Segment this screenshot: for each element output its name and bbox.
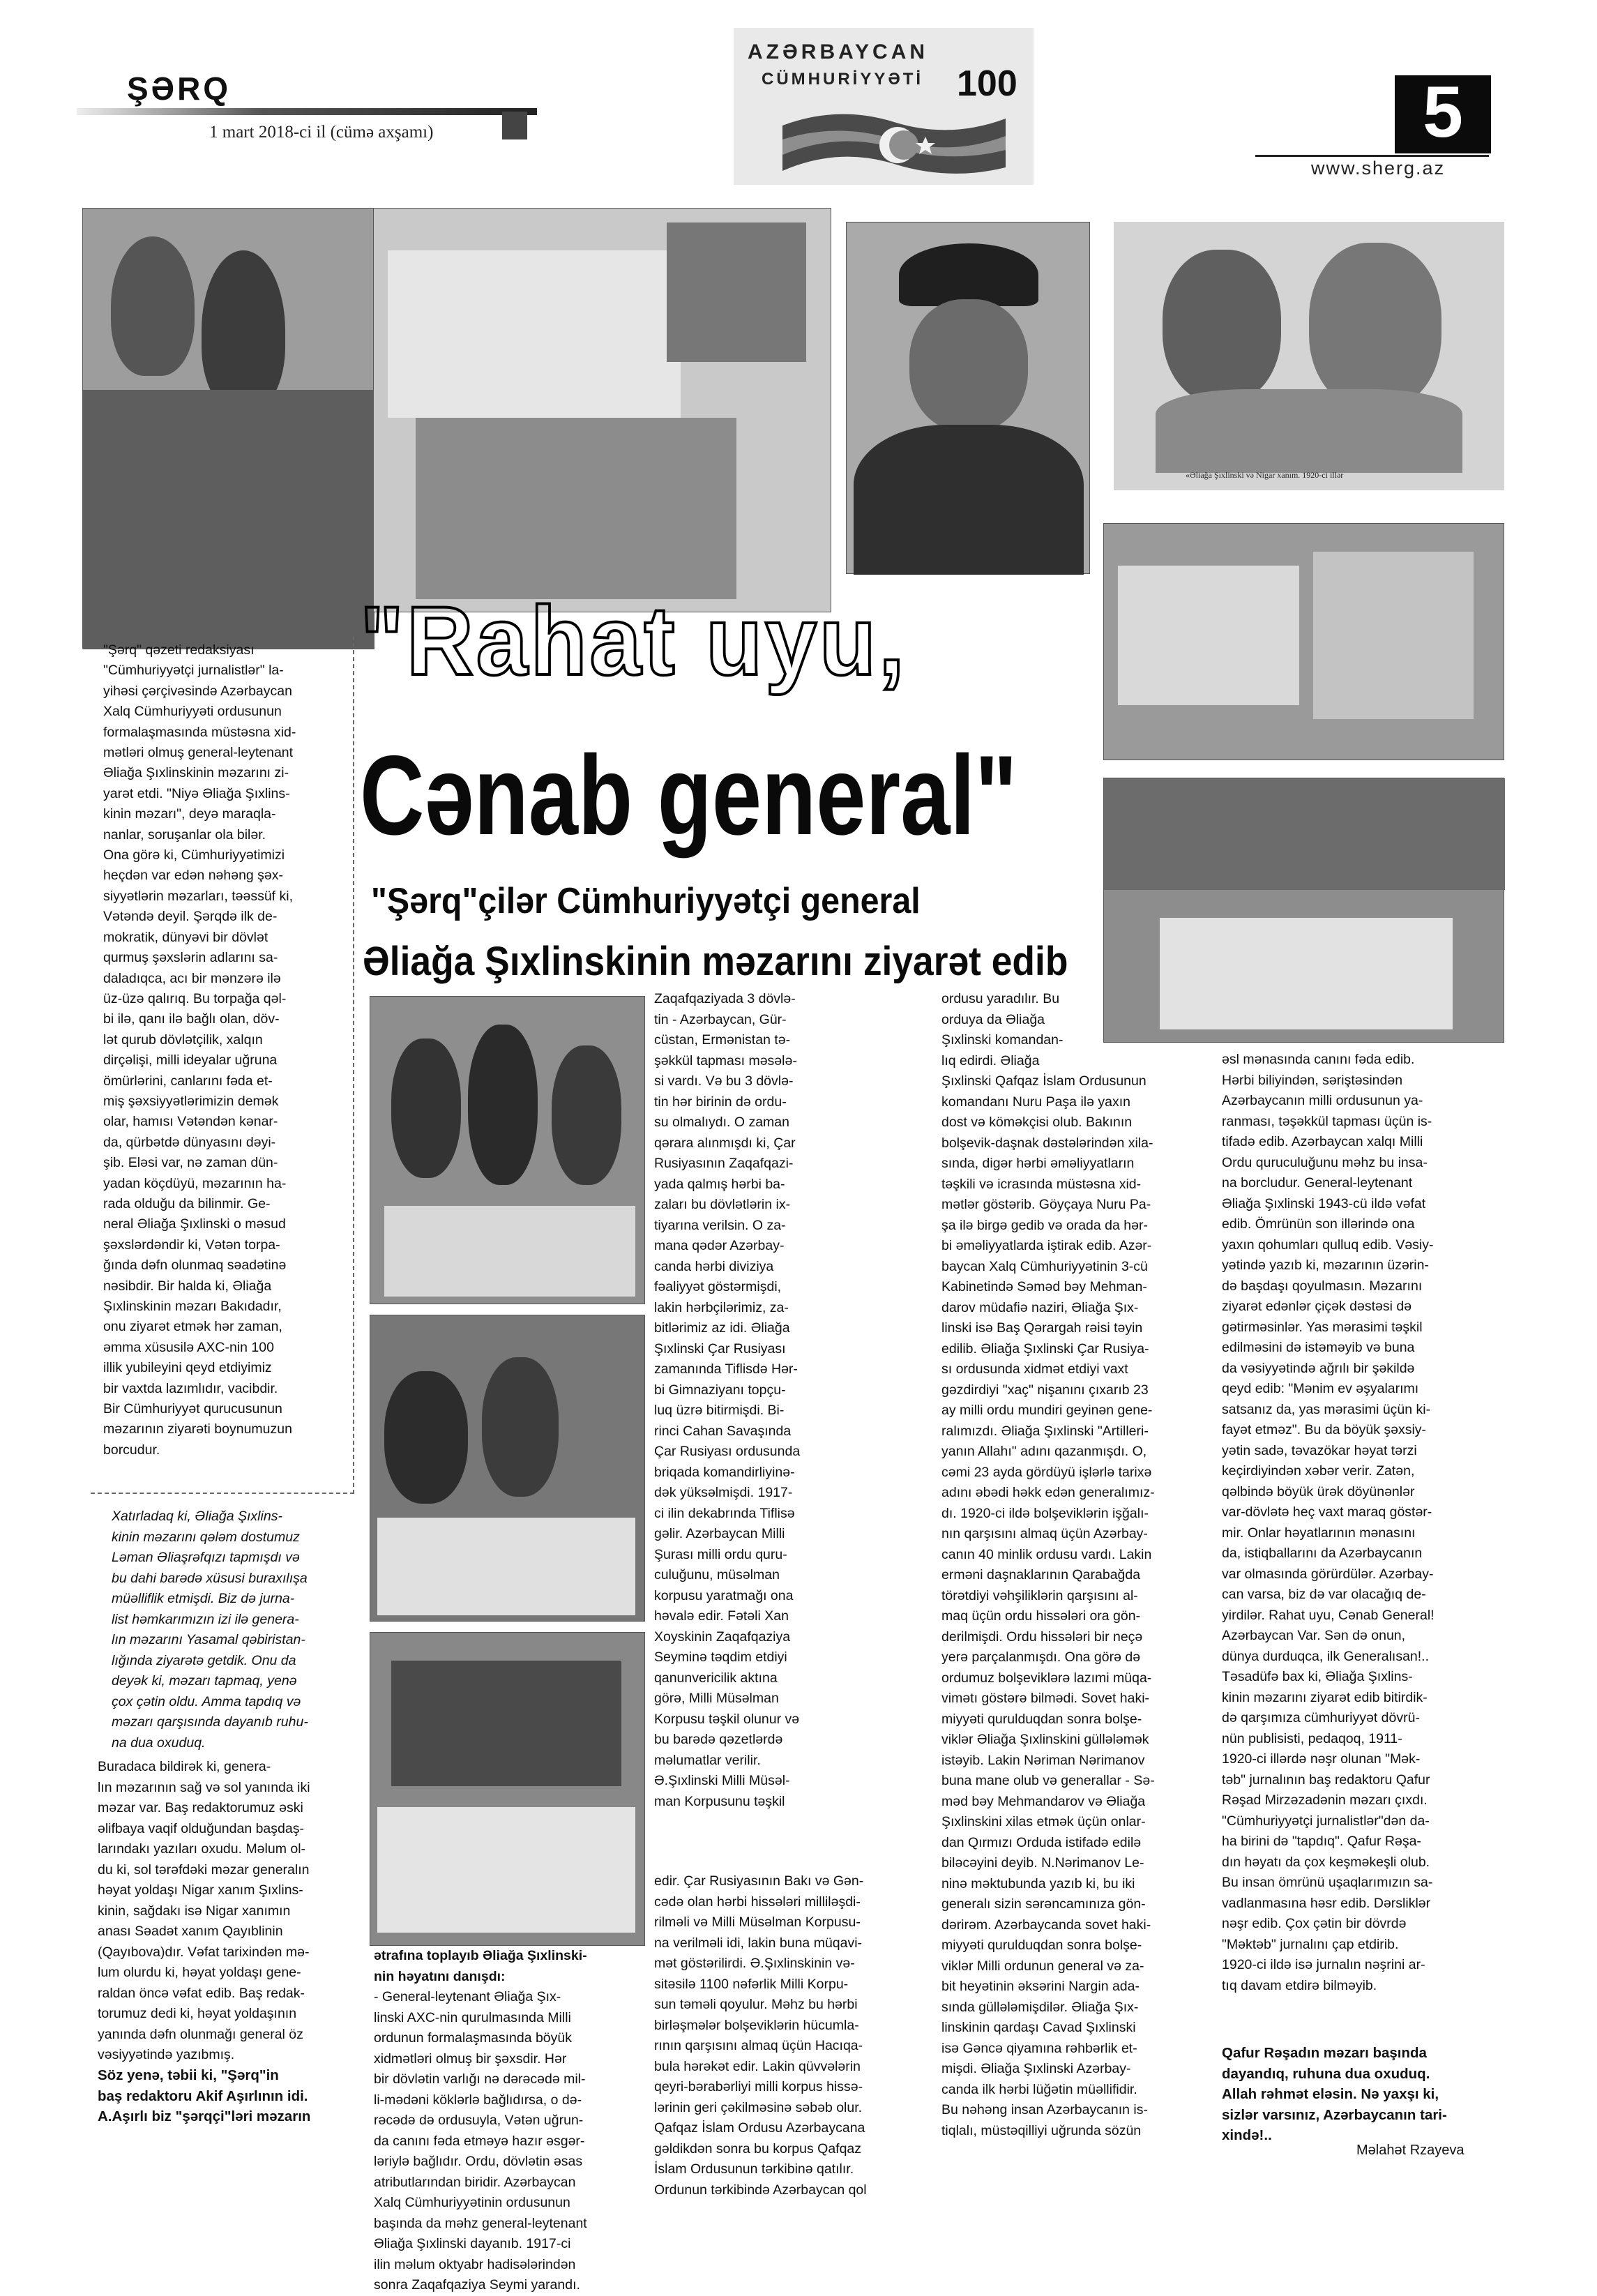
col2-bold-paragraph: ətrafına toplayıb Əliağa Şıxlinski- nin həyatını danışdı: <box>374 1948 587 1984</box>
col2-paragraph: - General-leytenant Əliağa Şıx- linski AXC-nin qurulmasında Milli ordunun formalaşmasında böyük xidmətləri olmuş bir şəxsdir. Hər bir dövlətin varlığı nə dərəcədə mil- li-mədəni köklərlə bağlıdırsa, o də- rəcədə də ordusuyla, Vətən uğrun- da canını fəda etməyə hazır əsgər- ləriylə bağlıdır. Ordu, dövlətin əsas atributlarından biridir. Azərbaycan Xalq Cümhuriyyətinin ordusunun başında da məhz general-leytenant Əliağa Şıxlinski dayanıb. 1917-ci ilin məlum oktyabr hadisələrindən sonra Zaqafqaziya Seymi yarandı. <box>374 1989 587 2293</box>
col3-bottom-paragraph: edir. Çar Rusiyasının Bakı və Gən- cədə olan hərbi hissələri milliləşdi- rilməli və Milli Müsəlman Korpusu- na verilməli idi, lakin buna müqavi- mət göstərilirdi. Ə.Şıxlinskinin və- sitəsilə 1100 nəfərlik Milli Korpu- sun təməli qoyulur. Məhz bu hərbi birləşmələr bolşeviklərin hücumla- rının qarşısını almaq üçün Hacıqa- bula hərəkət edir. Lakin qüvvələrin qeyri-bərabərliyi milli korpus hissə- lərinin geri çəkilməsinə səbəb olur. Qafqaz İslam Ordusu Azərbaycana gəldikdən sonra bu korpus Qafqaz İslam Ordusunun tərkibinə qatılır. Ordunun tərkibində Azərbaycan qol <box>654 1873 867 2198</box>
badge-line2: CÜMHURİYYƏTİ <box>762 70 924 89</box>
photo-visitors-2 <box>370 1315 645 1622</box>
col4-paragraph: ordusu yaradılır. Bu orduya da Əliağa Şıxlinski komandan- lıq edirdi. Əliağa Şıxlinski Qafqaz İslam Ordusunun komandanı Nuru Paşa ilə yaxın dost və köməkçisi olub. Bakının bolşevik-daşnak dəstələrindən xila- sında, digər hərbi əməliyyatların təşkili və icrasında müstəsna xid- mətlər göstərib. Göyçaya Nuru Pa- şa ilə birgə gedib və orada da hər- bi əməliyyatlarda iştirak edib. Azər- baycan Xalq Cümhuriyyətinin 3-cü Kabinetində Səməd bəy Mehman- darov müdafiə naziri, Əliağa Şıx- linski isə Baş Qərargah rəisi təyin edilib. Əliağa Şıxlinski Çar Rusiya- sı ordusunda xidmət etdiyi vaxt gəzdirdiyi "xaç" nişanını çıxarıb 23 ay milli ordu mundiri geyinən gene- ralımızdı. Əliağa Şıxlinski "Artilleri- yanın Allahı" adını qazanmışdı. O, cəmi 23 ayda gördüyü işlərlə tarixə adını əbədi həkk edən generalımız- dı. 1920-ci ildə bolşeviklərin işğalı- nın qarşısını almaq üçün Azərbay- canın 40 minlik ordusu vardı. Lakin erməni daşnaklarının Qarabağda törətdiyi vəhşiliklərin qarşısını al- maq üçün ordu hissələri ora gön- derilmişdi. Ordu hissələri bir neçə yerə parçalanmışdı. Ona görə də ordumuz bolşeviklərə lazımi müqa- vimətı göstərə bilmədi. Sovet haki- miyyəti qurulduqdan sonra bolşe- viklər Əliağa Şıxlinskini güllələmək istəyib. Lakin Nəriman Nərimanov buna mane olub və generallar - Sə- məd bəy Mehmandarov və Əliağa Şıxlinskini xilas etmək üçün onlar- dan Qırmızı Orduda istifadə edilə biləcəyini deyib. N.Nərimanov Le- ninə məktubunda yazıb ki, bu iki generalı sizin sərəncamınıza gön- dərirəm. Azərbaycanda sovet haki- miyyəti qurulduqdan sonra bolşe- viklər Milli ordunun general və za- bit heyətinin əksərini Nargin ada- sında güllələmişdilər. Əliağa Şıx- linskinin qardaşı Cavad Şıxlinski isə Gəncə qiyamına rəhbərlik et- mişdi. Əliağa Şıxlinski Azərbay- canda ilk hərbi lüğətin müəllifidir. Bu nəhəng insan Azərbaycanın is- tiqlalı, müstəqilliyi uğrunda sözün <box>941 991 1155 2138</box>
issue-date: 1 mart 2018-ci il (cümə axşamı) <box>209 123 434 142</box>
photo-shikhlinski-and-nigar <box>1114 222 1504 490</box>
masthead-tab <box>502 112 527 139</box>
headline-subtitle-2: Əliağa Şıxlinskinin məzarını ziyarət edib <box>363 939 1068 984</box>
masthead-underline <box>77 108 537 115</box>
author-name: Məlahət Rzayeva <box>1356 2143 1464 2158</box>
page-number: 5 <box>1423 72 1463 153</box>
photo-general-portrait <box>846 222 1090 574</box>
flag-icon <box>782 105 1006 181</box>
centenary-badge <box>734 28 1034 185</box>
badge-number: 100 <box>957 63 1017 104</box>
photo-cemetery-graves <box>1103 523 1504 760</box>
photo-visitors-3 <box>370 1632 645 1946</box>
col5-paragraph: əsl mənasında canını fəda edib. Hərbi biliyindən, səriştəsindən Azərbaycanın milli ordusunun ya- ranması, təşəkkül tapması üçün is- tifadə edib. Azərbaycan xalqı Milli Ordu quruculuğunu məhz bu insa- na borcludur. General-leytenant Əliağa Şıxlinski 1943-cü ildə vəfat edib. Ömrünün son illərində ona yaxın qohumları qulluq edib. Vəsiy- yətində yazıb ki, məzarının üzərin- də başdaşı qoyulmasın. Məzarını ziyarət edənlər çiçək dəstəsi də gətirməsinlər. Yas mərasimi təşkil edilməsini də istəməyib və buna da vəsiyyətində ağrılı bir şəkildə qeyd edib: "Mənim ev əşyalarımı satsanız da, yas mərasimi üçün ki- fayət etməz". Bu da böyük şəxsiy- yətin sadə, təvazökar həyat tərzi keçirdiyindən xəbər verir. Zatən, qəlbində böyük ürək döyünənlər var-dövlətə heç vaxt maraq göstər- mir. Onlar həyatlarının mənasını da, istiqballarını da Azərbaycanın var olmasında görürdülər. Azərbay- can varsa, biz də var olacağıq de- yirdilər. Rahat uyu, Cənab General! Azərbaycan Var. Sən də onun, dünya durduqca, ilk Generalısan!.. Təsadüfə bax ki, Əliağa Şıxlins- kinin məzarını ziyarət edib bitirdik- də qarşımıza cümhuriyyət dövrü- nün publisisti, pedaqoq, 1911- 1920-ci illərdə nəşr olunan "Mək- təb" jurnalının baş redaktoru Qafur Rəşad Mirzəzadənin məzarı çıxdı. "Cümhuriyyətçi jurnalistlər"dən da- ha birini də "tapdıq". Qafur Rəşa- dın həyatı da çox keşməkeşli olub. Bu insan ömrünü uşaqlarımızın sa- vadlanmasına həsr edib. Dərsliklər nəşr edib. Çox çətin bir dövrdə "Məktəb" jurnalını çap etdirib. 1920-ci ildə isə jurnalın nəşrini ar- tıq davam etdirə bilməyib. <box>1222 1052 1435 1993</box>
photo-journalists-at-grave <box>82 208 374 649</box>
col5-bold-paragraph: Qafur Rəşadın məzarı başında dayandıq, ruhuna dua oxuduq. Allah rəhmət eləsin. Nə yaxşı ki, sizlər varsınız, Azərbaycanın tari- xində!.. <box>1222 2045 1447 2143</box>
col3-paragraph: Zaqafqaziyada 3 dövlə- tin - Azərbaycan, Gür- cüstan, Ermənistan tə- şəkkül tapması məsələ- si vardı. Və bu 3 dövlə- tin hər birinin də ordu- su olmalıydı. O zaman qərara alınmışdı ki, Çar Rusiyasının Zaqafqazi- yada qalmış hərbi ba- zaları bu dövlətlərin ix- tiyarına verilsin. O za- mana qədər Azərbay- canda hərbi diviziya fəaliyyət göstərmişdi, lakin hərbçilərimiz, za- bitlərimiz az idi. Əliağa Şıxlinski Çar Rusiyası zamanında Tiflisdə Hər- bi Gimnaziyanı topçu- luq üzrə bitirmişdi. Bi- rinci Cahan Savaşında Çar Rusiyası ordusunda briqada komandirliyinə- dək yüksəlmişdi. 1917- ci ilin dekabrında Tiflisə gəlir. Azərbaycan Milli Şurası milli ordu quru- culuğunu, müsəlman korpusu yaratmağı ona həvalə edir. Fətəli Xan Xoyskinin Zaqafqaziya Seyminə təqdim etdiyi qanunvericilik aktına görə, Milli Müsəlman Korpusu təşkil olunur və bu barədə qəzetlərdə məlumatlar verilir. Ə.Şıxlinski Milli Müsəl- man Korpusunu təşkil <box>654 991 801 1809</box>
badge-line1: AZƏRBAYCAN <box>748 40 929 63</box>
intro-text: "Şərq" qəzeti redaksiyası "Cümhuriyyətçi jurnalistlər" la- yihəsi çərçivəsində Azərbaycan Xalq Cümhuriyyəti ordusunun formalaşmasında müstəsna xid- mətləri olmuş general-leytenant Əliağa Şıxlinskinin məzarını zi- yarət etdi. "Niyə Əliağa Şıxlins- kinin məzarı", deyə maraqla- nanlar, soruşanlar ola bilər. Ona görə ki, Cümhuriyyətimizi heçdən var edən nəhəng şəx- siyyətlərin məzarları, təəssüf ki, Vətəndə deyil. Şərqdə ilk de- mokratik, dünyəvi bir dövlət qurmuş şəxslərin adlarını sa- daladıqca, acı bir mənzərə ilə üz-üzə qalırıq. Bu torpağa qəl- bi ilə, qanı ilə bağlı olan, döv- lət qurub dövlətçilik, xalqın dirçəlişi, milli ideyalar uğruna ömürlərini, canlarını fəda et- miş şəxsiyyətlərimizin demək olar, hamısı Vətəndən kənar- da, qürbətdə dünyasını dəyi- şib. Eləsi var, nə zaman dün- yadan köçdüyü, məzarının ha- rada olduğu da bilinmir. Ge- neral Əliağa Şıxlinski o məsud şəxslərdəndir ki, Vətən torpa- ğında dəfn olunmaq səadətinə nəsibdir. Bir halda ki, Əliağa Şıxlinskinin məzarı Bakıdadır, onu ziyarət etmək hər zaman, əmma xüsusilə AXC-nin 100 illik yubileyini qeyd etdiyimiz bir vaxtda lazımlıdır, vacibdir. Bir Cümhuriyyət qurucusunun məzarının ziyarəti boynumuzun borcudur. <box>103 642 296 1458</box>
headline-line2: Cənab general" <box>360 732 1017 859</box>
website-url: www.sherg.az <box>1311 158 1446 179</box>
photo-caption: «Əliağa Şıxlinski və Nigar xanım. 1920-ci illər <box>1186 470 1344 480</box>
header-rule-right <box>1255 155 1489 157</box>
masthead-logo: ŞƏRQ <box>127 70 232 107</box>
photo-grave-headstone <box>374 208 831 612</box>
col1-italic-paragraph: Xatırladaq ki, Əliağa Şıxlins- kinin məzarını qələm dostumuz Ləman Əliaşrəfqızı tapmışdı və bu dahi barədə xüsusi buraxılışa müəlliflik etmişdi. Biz də jurna- list həmkarımızın izi ilə genera- lın məzarını Yasamal qəbiristan- lığında ziyarətə getdik. Onu da deyək ki, məzarı tapmaq, yenə çox çətin oldu. Amma tapdıq və məzarı qarşısında dayanıb ruhu- na dua oxuduq. <box>112 1509 308 1751</box>
photo-visitors-1 <box>370 996 645 1304</box>
col1-paragraph: Buradaca bildirək ki, genera- lın məzarının sağ və sol yanında iki məzar var. Baş redaktorumuz əski əlifbaya vaqif olduğundan başdaş- larındakı yazıları oxudu. Məlum ol- du ki, sol tərəfdəki məzar generalın həyat yoldaşı Nigar xanım Şıxlins- kinin, sağdakı isə Nigar xanımın anası Səadət xanım Qayıblinin (Qayıbova)dır. Vəfat tarixindən mə- lum olurdu ki, həyat yoldaşı gene- raldan öncə vəfat edib. Baş redak- torumuz dedi ki, həyat yoldaşının yanında dəfn olunmağı general öz vəsiyyətində yazıbmış. <box>98 1759 310 2062</box>
col1-bold-paragraph: Söz yenə, təbii ki, "Şərq"in baş redaktoru Akif Aşırlının idi. A.Aşırlı biz "şərqçi"ləri məzarın <box>98 2067 311 2124</box>
headline-line1: "Rahat uyu, <box>360 586 907 695</box>
headline-subtitle-1: "Şərq"çilər Cümhuriyyətçi general <box>371 881 921 921</box>
